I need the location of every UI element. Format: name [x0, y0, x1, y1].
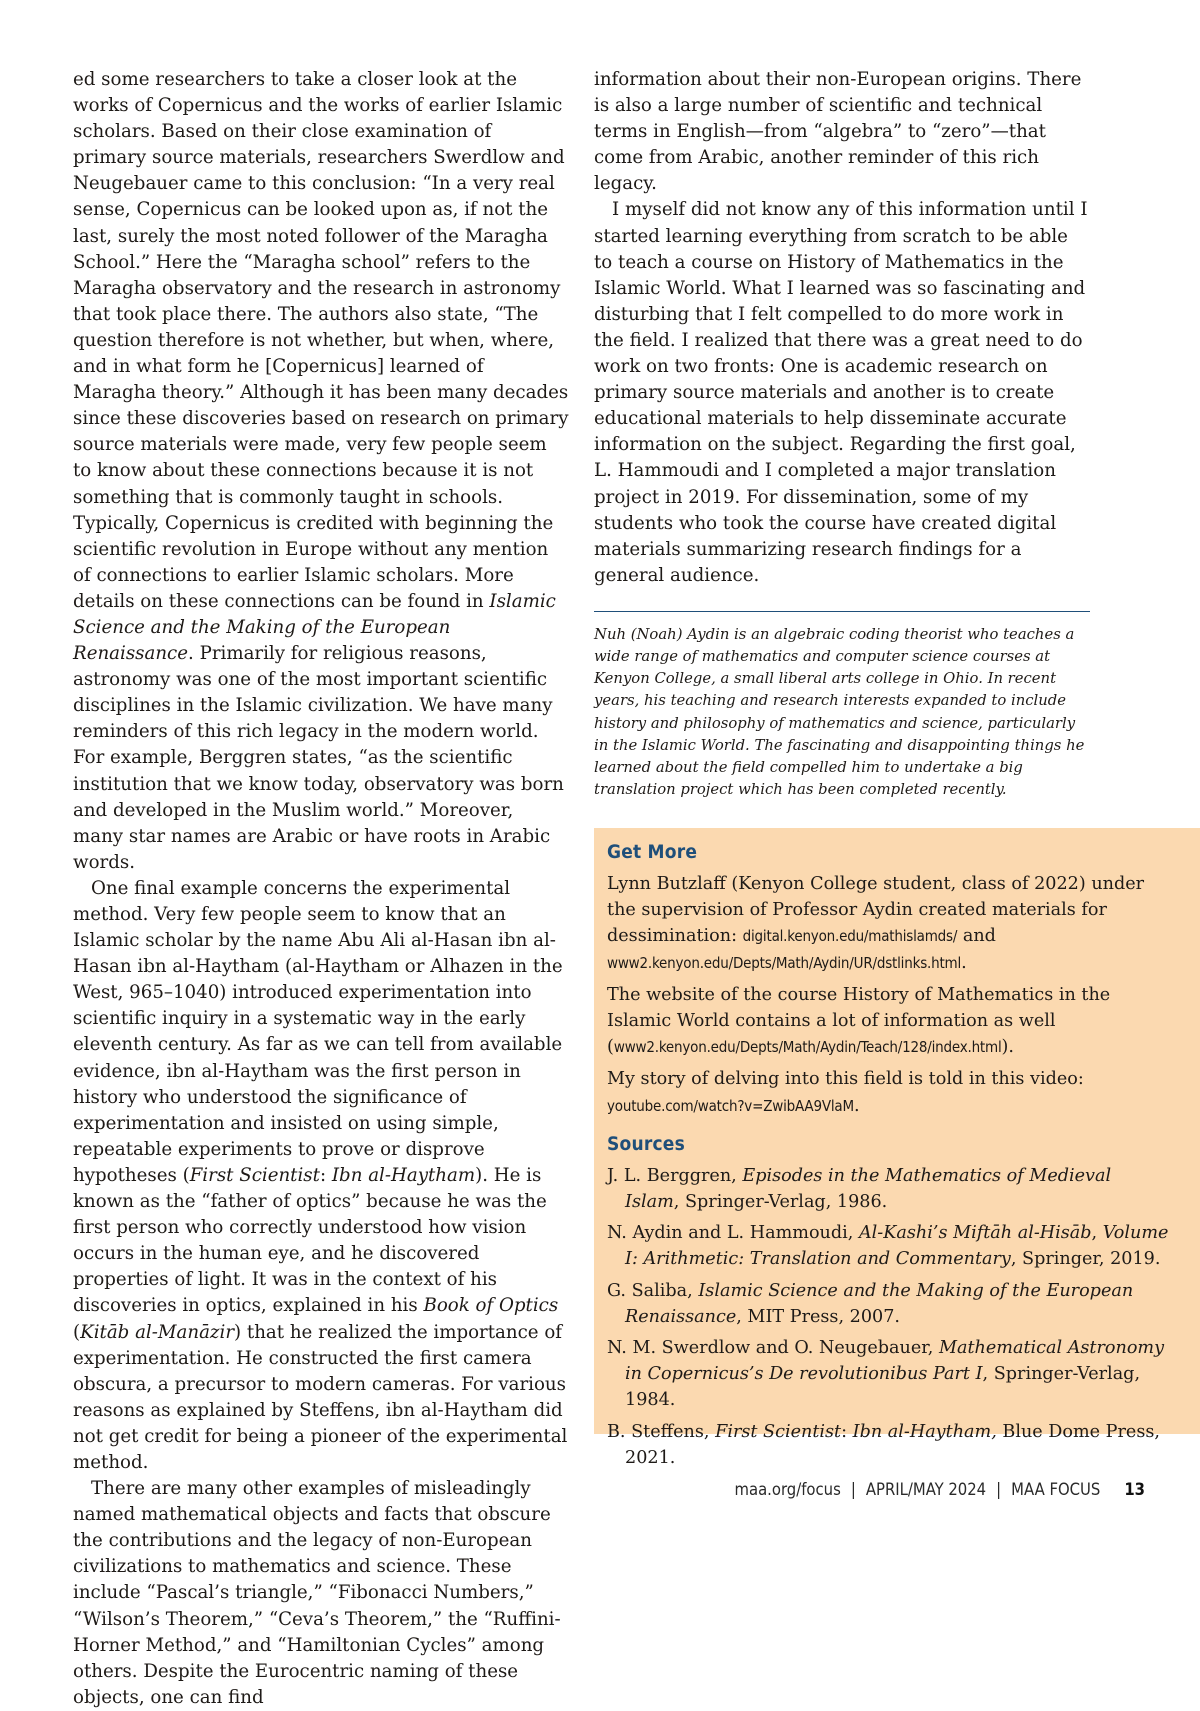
page-footer [0, 1480, 1145, 1499]
paragraph-text: . Primarily for religious reasons, astronomy was one of the most important scientific disciplines in the Islamic civilization. We have many reminders of this rich legacy in the modern world. For example, Berggren states, “as the scientific institution that we know today, observatory was born and developed in the Muslim world.” Moreover, many star names are Arabic or have roots in Arabic words. [73, 643, 564, 873]
sources-heading: Sources [607, 1132, 685, 1155]
source-publisher: Blue Dome Press, 2021. [625, 1421, 1160, 1468]
paragraph-text: ). He is known as the “father of optics” because he was the first person who correctly understood how vision occurs in the human eye, and he discovered properties of light. It was in the context of his discoveries in optics, explained in his [73, 1164, 547, 1317]
source-entry [607, 1419, 1170, 1471]
paragraph-text: ). [1001, 1037, 1014, 1058]
source-author: N. M. Swerdlow and O. Neugebauer, [607, 1338, 939, 1359]
link-youtube-video[interactable]: youtube.com/watch?v=ZwibAA9VlaM [607, 1096, 854, 1115]
source-title: Mathematical Astronomy in Copernicus’s De revolutionibus Part I [625, 1338, 1165, 1385]
book-title: Islamic Science and the Making of the European Renaissance [73, 590, 556, 665]
source-author: G. Saliba, [607, 1280, 699, 1301]
source-entry [607, 1220, 1170, 1272]
footer-separator: | [850, 1480, 856, 1499]
sidebar-paragraph [607, 982, 1170, 1061]
source-entry [607, 1335, 1170, 1414]
paragraph-text: Lynn Butzlaff (Kenyon College student, class of 2022) under the supervision of Professor Aydin created materials for dessimination: [607, 874, 1145, 947]
source-title: Al-Kashi’s Miftāh al-Hisāb [858, 1223, 1092, 1244]
source-title: Ibn al-Haytham, [852, 1421, 997, 1442]
book-title: Ibn al-Haytham [331, 1164, 476, 1186]
body-paragraph: information about their non-European origins. There is also a large number of scientific and technical terms in English—from “algebra” to “zero”—that come from Arabic, another reminder of this rich legacy. [594, 69, 1082, 195]
book-title: Book of Optics [423, 1295, 559, 1317]
book-title: Kitāb al-Manāzir [80, 1321, 235, 1343]
paragraph-text: One final example concerns the experimental method. Very few people seem to know that an Islamic scholar by the name Abu Ali al-Hasan ibn al-Hasan ibn al-Haytham (al-Haytham or Alhazen in the West, 965–1040) introduced experimentation into scientific inquiry in a systematic way in the early eleventh century. As far as we can tell from available evidence, ibn al-Haytham was the first person in history who understood the significance of experimentation and insisted on using simple, repeatable experiments to prove or disprove hypotheses ( [73, 877, 563, 1186]
source-separator: , [1091, 1223, 1103, 1244]
source-publisher: , Springer, 2019. [1010, 1249, 1161, 1270]
left-column [73, 67, 569, 1711]
paragraph-text: The website of the course History of Mathematics in the Islamic World contains a lot of information as well ( [607, 984, 1111, 1058]
footer-separator: | [996, 1480, 1002, 1499]
body-paragraph: I myself did not know any of this information until I started learning everything from scratch to be able to teach a course on History of Mathematics in the Islamic World. What I learned was so fascinating and disturbing that I felt compelled to do more work in the field. I realized that there was a great need to do work on two fronts: One is academic research on primary source materials and another is to create educational materials to help disseminate accurate information on the subject. Regarding the first goal, L. Hammoudi and I completed a major translation project in 2019. For dissemination, some of my students who took the course have created digital materials summarizing research findings for a general audience. [594, 199, 1088, 586]
right-column [594, 67, 1090, 802]
paragraph-text: and [957, 926, 996, 947]
source-author: J. L. Berggren, [607, 1165, 743, 1186]
book-title: First Scientist [189, 1164, 320, 1186]
paragraph-text: . [961, 952, 967, 973]
source-publisher: , MIT Press, 2007. [736, 1306, 900, 1327]
footer-publication: MAA FOCUS [1011, 1480, 1101, 1499]
paragraph-text: : [319, 1164, 332, 1186]
source-author: B. Steffens, [607, 1421, 716, 1442]
source-title: Islamic Science and the Making of the European Renaissance [625, 1280, 1134, 1327]
source-entry [607, 1278, 1170, 1330]
source-title: First Scientist [715, 1421, 842, 1442]
paragraph-text: My story of delving into this field is told in this video: [607, 1069, 1084, 1090]
source-publisher: , Springer-Verlag, 1984. [625, 1364, 1141, 1411]
footer-issue: APRIL/MAY 2024 [865, 1480, 987, 1499]
footer-site-link[interactable]: maa.org/focus [734, 1480, 841, 1499]
page-number: 13 [1124, 1480, 1145, 1499]
get-more-sidebar [594, 828, 1200, 1468]
link-dstlinks[interactable]: www2.kenyon.edu/Depts/Math/Aydin/UR/dstlinks.html [607, 953, 962, 972]
body-paragraph: There are many other examples of misleadingly named mathematical objects and facts that obscure the contributions and the legacy of non-European civilizations to mathematics and science. These include “Pascal’s triangle,” “Fibonacci Numbers,” “Wilson’s Theorem,” “Ceva’s Theorem,” the “Ruffini-Horner Method,” and “Hamiltonian Cycles” among others. Despite the Eurocentric naming of these objects, one can find [73, 1478, 561, 1708]
source-title: Episodes in the Mathematics of Medieval Islam [625, 1165, 1112, 1213]
bio-divider [594, 611, 1090, 612]
source-title: Volume I: Arithmetic: Translation and Commentary [625, 1223, 1169, 1270]
paragraph-text: ( [73, 1321, 81, 1343]
link-course-website[interactable]: www2.kenyon.edu/Depts/Math/Aydin/Teach/128/index.html [613, 1038, 1002, 1057]
sidebar-paragraph [607, 1066, 1170, 1118]
paragraph-text: ed some researchers to take a closer look at the works of Copernicus and the works of earlier Islamic scholars. Based on their close examination of primary source materials, researchers Swerdlow and Neugebauer came to this conclusion: “In a very real sense, Copernicus can be looked upon as, if not the last, surely the most noted follower of the Maragha School.” Here the “Maragha school” refers to the Maragha observatory and the research in astronomy that took place there. The authors also state, “The question therefore is not whether, but when, where, and in what form he [Copernicus] learned of Maragha theory.” Although it has been many decades since these discoveries based on research on primary source materials were made, very few people seem to know about these connections because it is not something that is commonly taught in schools. Typically, Copernicus is credited with beginning the scientific revolution in Europe without any mention of connections to earlier Islamic scholars. More details on these connections can be found in [73, 69, 569, 612]
get-more-heading: Get More [607, 841, 698, 863]
sidebar-paragraph [607, 871, 1170, 976]
source-separator: : [841, 1421, 853, 1442]
author-bio: Nuh (Noah) Aydin is an algebraic coding theorist who teaches a wide range of mathematics and computer science courses at Kenyon College, a small liberal arts college in Ohio. In recent years, his teaching and research interests expanded to include history and philosophy of mathematics and science, particularly in the Islamic World. The fascinating and disappointing things he learned about the field compelled him to undertake a big translation project which has been completed recently. [594, 625, 1085, 799]
source-entry [607, 1163, 1170, 1215]
body-paragraph [73, 876, 569, 1476]
paragraph-text: . [853, 1095, 860, 1116]
link-mathislamds[interactable]: digital.kenyon.edu/mathislamds/ [742, 927, 958, 946]
paragraph-text: ) that he realized the importance of experimentation. He constructed the first camera obscura, a precursor to modern cameras. For various reasons as explained by Steffens, ibn al-Haytham did not get credit for being a pioneer of the experimental method. [73, 1321, 568, 1473]
body-paragraph [73, 67, 569, 876]
source-publisher: , Springer-Verlag, 1986. [673, 1192, 888, 1213]
source-author: N. Aydin and L. Hammoudi, [607, 1223, 859, 1244]
